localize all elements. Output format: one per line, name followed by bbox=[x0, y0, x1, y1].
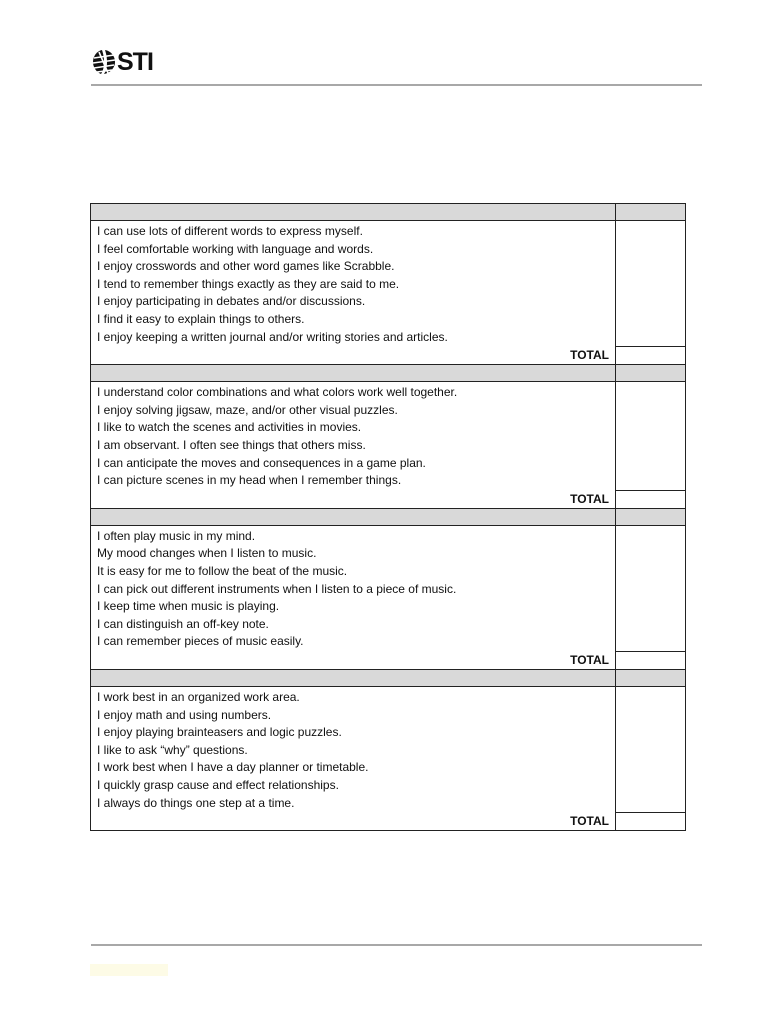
footer-highlight bbox=[90, 964, 168, 976]
statement-text: I work best in an organized work area. bbox=[97, 689, 300, 704]
statement-text: I find it easy to explain things to others. bbox=[97, 311, 305, 326]
section-body-row bbox=[91, 686, 686, 830]
statement-text: I can anticipate the moves and consequences in a game plan. bbox=[97, 455, 426, 470]
statement-text: I enjoy crosswords and other word games like Scrabble. bbox=[97, 259, 395, 274]
total-label: TOTAL bbox=[570, 491, 609, 506]
score-area bbox=[616, 526, 685, 652]
statement-text: I understand color combinations and what colors work well together. bbox=[97, 385, 458, 400]
section-header-score-cell bbox=[616, 508, 686, 525]
statement-text: It is easy for me to follow the beat of the music. bbox=[97, 563, 348, 578]
total-score-box[interactable] bbox=[616, 813, 685, 830]
total-score-box[interactable] bbox=[616, 491, 685, 508]
section-header-row bbox=[91, 204, 686, 221]
logo-text: STI bbox=[117, 48, 153, 76]
statement-text: I work best when I have a day planner or timetable. bbox=[97, 760, 369, 775]
survey-table bbox=[90, 203, 686, 831]
statement-text: I enjoy playing brainteasers and logic puzzles. bbox=[97, 725, 342, 740]
section-body-row bbox=[91, 221, 686, 365]
statement-text: I feel comfortable working with language and words. bbox=[97, 241, 374, 256]
statements-cell bbox=[91, 686, 616, 830]
total-label: TOTAL bbox=[570, 348, 609, 363]
statement-text: I can distinguish an off-key note. bbox=[97, 616, 269, 631]
section-header-row bbox=[91, 669, 686, 686]
statement-text: I enjoy solving jigsaw, maze, and/or other visual puzzles. bbox=[97, 402, 398, 417]
section-header-cell bbox=[91, 508, 616, 525]
statements-cell bbox=[91, 525, 616, 669]
section-header-row bbox=[91, 508, 686, 525]
statement-text: I always do things one step at a time. bbox=[97, 795, 295, 810]
section-header-cell bbox=[91, 204, 616, 221]
statement-text: I keep time when music is playing. bbox=[97, 599, 280, 614]
section-header-score-cell bbox=[616, 204, 686, 221]
total-score-box[interactable] bbox=[616, 652, 685, 669]
total-label: TOTAL bbox=[570, 814, 609, 829]
statement-text: I enjoy math and using numbers. bbox=[97, 707, 272, 722]
section-header-cell bbox=[91, 669, 616, 686]
statements-cell bbox=[91, 382, 616, 509]
section-body-row bbox=[91, 525, 686, 669]
sti-logo bbox=[92, 48, 153, 76]
statement-text: I like to ask “why” questions. bbox=[97, 742, 248, 757]
section-header-score-cell bbox=[616, 365, 686, 382]
statement-text: My mood changes when I listen to music. bbox=[97, 546, 317, 561]
section-header-row bbox=[91, 365, 686, 382]
statement-text: I can pick out different instruments when I listen to a piece of music. bbox=[97, 581, 457, 596]
total-score-box[interactable] bbox=[616, 347, 685, 364]
score-area bbox=[616, 221, 685, 347]
statement-text: I can remember pieces of music easily. bbox=[97, 634, 304, 649]
statements-cell bbox=[91, 221, 616, 365]
section-header-cell bbox=[91, 365, 616, 382]
statement-text: I enjoy participating in debates and/or discussions. bbox=[97, 294, 366, 309]
score-cell bbox=[616, 686, 686, 830]
statement-text: I can use lots of different words to express myself. bbox=[97, 224, 363, 238]
header-divider bbox=[91, 84, 702, 86]
score-area bbox=[616, 687, 685, 813]
footer-divider bbox=[91, 944, 702, 946]
statement-text: I often play music in my mind. bbox=[97, 528, 256, 543]
statement-text: I tend to remember things exactly as they are said to me. bbox=[97, 276, 400, 291]
total-label: TOTAL bbox=[570, 652, 609, 667]
score-area bbox=[616, 382, 685, 491]
score-cell bbox=[616, 525, 686, 669]
statement-text: I like to watch the scenes and activities in movies. bbox=[97, 420, 362, 435]
score-cell bbox=[616, 382, 686, 509]
statement-text: I can picture scenes in my head when I remember things. bbox=[97, 473, 402, 488]
statement-text: I am observant. I often see things that others miss. bbox=[97, 437, 366, 452]
score-cell bbox=[616, 221, 686, 365]
statement-text: I quickly grasp cause and effect relationships. bbox=[97, 777, 339, 792]
section-header-score-cell bbox=[616, 669, 686, 686]
section-body-row bbox=[91, 382, 686, 509]
globe-icon bbox=[92, 49, 116, 75]
statement-text: I enjoy keeping a written journal and/or writing stories and articles. bbox=[97, 329, 448, 344]
